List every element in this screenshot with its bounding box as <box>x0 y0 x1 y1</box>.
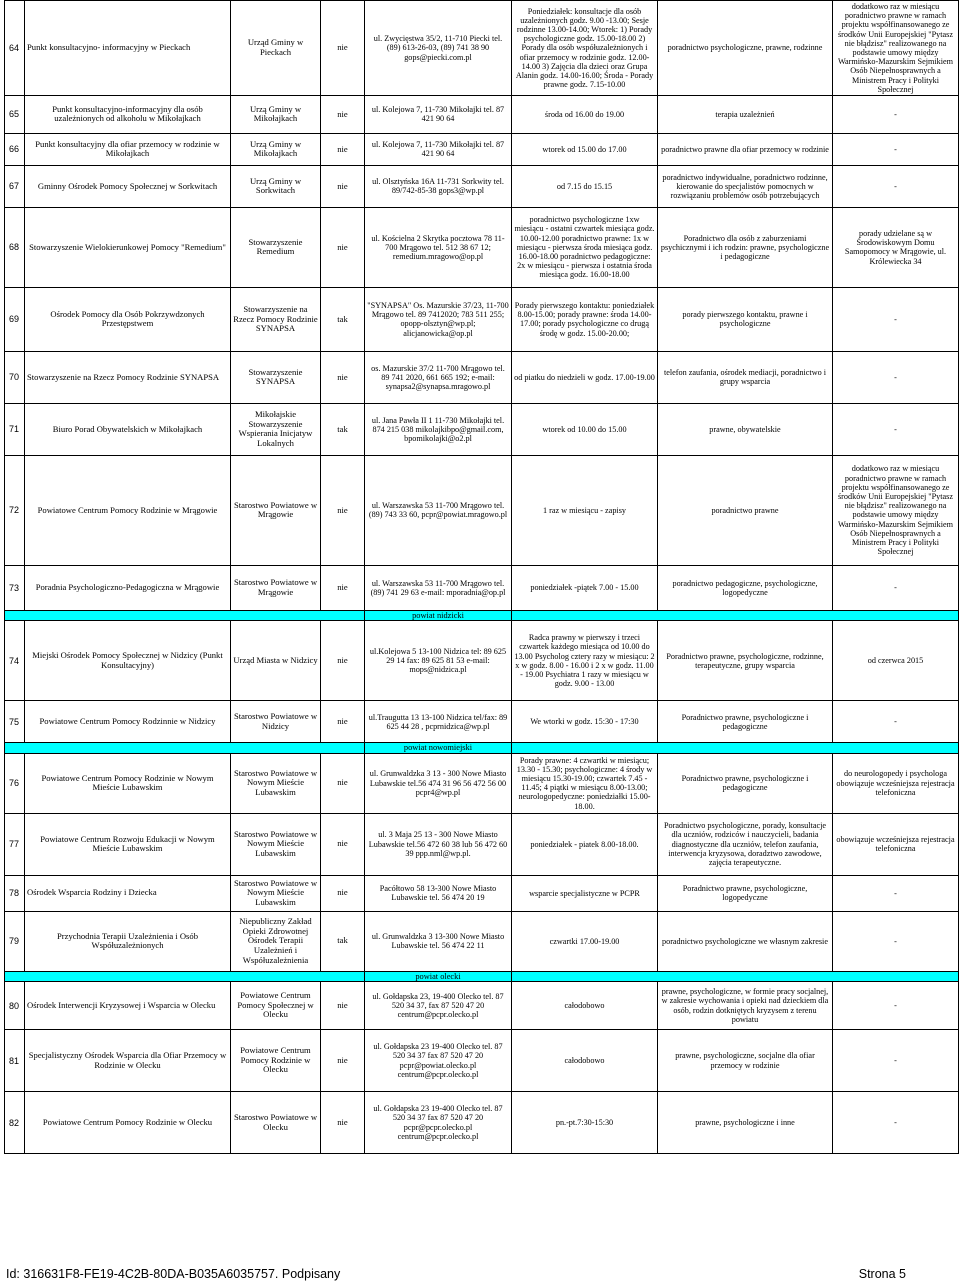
address-contact: ul. Jana Pawła II 1 11-730 Mikołajki tel. 874 215 038 mikolajkibpo@gmail.com, bpomikolajki@o2.pl <box>365 403 512 455</box>
help-type: Poradnictwo dla osób z zaburzeniami psychicznymi i ich rodzin: prawne, psychologiczne i pedagogiczne <box>658 207 833 287</box>
opening-hours: całodobowo <box>512 982 658 1030</box>
opening-hours: wsparcie specjalistyczne w PCPR <box>512 875 658 911</box>
opening-hours: poniedziałek - piatek 8.00-18.00. <box>512 813 658 875</box>
table-row <box>5 207 959 287</box>
ngo-flag: nie <box>321 621 365 701</box>
table-row <box>5 911 959 971</box>
governing-body: Urzą Gminy w Mikołajkach <box>231 95 321 133</box>
help-type: porady pierwszego kontaktu, prawne i psychologiczne <box>658 287 833 351</box>
unit-name: Punkt konsultacyjno-informacyjny dla osób uzależnionych od alkoholu w Mikołajkach <box>25 95 231 133</box>
governing-body: Starostwo Powiatowe w Olecku <box>231 1092 321 1154</box>
governing-body: Urząd Miasta w Nidzicy <box>231 621 321 701</box>
governing-body: Stowarzyszenie na Rzecz Pomocy Rodzinie SYNAPSA <box>231 287 321 351</box>
ngo-flag: nie <box>321 1030 365 1092</box>
opening-hours: Porady pierwszego kontaktu: poniedziałek 8.00-15.00; porady prawne: środa 14.00-17.00; porady psychologiczne co drugą środę w godz. 15.00-20.00; <box>512 287 658 351</box>
ngo-flag: tak <box>321 403 365 455</box>
governing-body: Urzą Gminy w Sorkwitach <box>231 165 321 207</box>
opening-hours: Poniedziałek: konsultacje dla osób uzależnionych godz. 9.00 -13.00; Sesje rodzinne 13.00-14.00; Wtorek: 1) Porady psychologiczne godz. 15.00-18.00 2) Porady dla osób współuzależnionych i ofiar przemocy w rodzinie godz. 12.00-14.00 3) Zajęcia dla dzieci oraz Grupa Alanin godz. 14.00-16.00; Środa - Porady prawne godz. 7.15-10.00 <box>512 1 658 96</box>
address-contact: ul. Warszawska 53 11-700 Mrągowo tel. (89) 743 33 60, pcpr@powiat.mragowo.pl <box>365 455 512 565</box>
notes: od czerwca 2015 <box>833 621 959 701</box>
address-contact: ul.Traugutta 13 13-100 Nidzica tel/fax: 89 625 44 28 , pcprnidzica@wp.pl <box>365 701 512 743</box>
row-number: 70 <box>5 351 25 403</box>
ngo-flag: nie <box>321 95 365 133</box>
row-number: 65 <box>5 95 25 133</box>
address-contact: ul. Kolejowa 7, 11-730 Mikołajki tel. 87 421 90 64 <box>365 133 512 165</box>
governing-body: Stowarzyszenie SYNAPSA <box>231 351 321 403</box>
region-label: powiat nidzicki <box>365 610 512 620</box>
opening-hours: poniedziałek -piątek 7.00 - 15.00 <box>512 565 658 610</box>
row-number: 77 <box>5 813 25 875</box>
row-number: 67 <box>5 165 25 207</box>
notes: porady udzielane są w Środowiskowym Domu Samopomocy w Mrągowie, ul. Królewiecka 34 <box>833 207 959 287</box>
row-number: 79 <box>5 911 25 971</box>
table-row <box>5 701 959 743</box>
page-footer <box>6 1267 906 1281</box>
opening-hours: Porady prawne: 4 czwartki w miesiącu; 13.30 - 15.30; psychologiczne: 4 środy w miesiącu 15.30-19.00; czwartek 7.45 - 11.45; 4 piątki w miesiącu 8.00-13.00; neurologopedyczne: poniedziałki 15.00-18.00. <box>512 753 658 813</box>
governing-body: Starostwo Powiatowe w Nowym Mieście Lubawskim <box>231 875 321 911</box>
help-type: Poradnictwo prawne, psychologiczne, logopedyczne <box>658 875 833 911</box>
ngo-flag: nie <box>321 813 365 875</box>
help-type: poradnictwo indywidualne, poradnictwo rodzinne, kierowanie do specjalistów pomocnych w rozwiązaniu problemów osób potrzebujących <box>658 165 833 207</box>
address-contact: ul. Gołdapska 23 19-400 Olecko tel. 87 520 34 37 fax 87 520 47 20 pcpr@pcpr.olecko.pl centrum@pcpr.olecko.pl <box>365 1092 512 1154</box>
ngo-flag: nie <box>321 875 365 911</box>
notes: - <box>833 1092 959 1154</box>
unit-name: Powiatowe Centrum Pomocy Rodzinie w Mrągowie <box>25 455 231 565</box>
row-number: 66 <box>5 133 25 165</box>
notes: - <box>833 95 959 133</box>
help-type: terapia uzależnień <box>658 95 833 133</box>
help-type: prawne, psychologiczne i inne <box>658 1092 833 1154</box>
notes: - <box>833 875 959 911</box>
opening-hours: poradnictwo psychologiczne 1xw miesiącu - ostatni czwartek miesiąca godz. 10.00-12.00 poradnictwo prawne: 1x w miesiącu - pierwsza środa miesiąca godz. 16.00-18.00 poradnictwo pedagogiczne: 2x w miesiącu - pierwsza i ostatnia środa miesiąca godz. 16.00-18.00 <box>512 207 658 287</box>
address-contact: "SYNAPSA" Os. Mazurskie 37/23, 11-700 Mrągowo tel. 89 7412020; 783 511 255; opopp-olsztyn@wp.pl; alicjanowicka@op.pl <box>365 287 512 351</box>
unit-name: Miejski Ośrodek Pomocy Społecznej w Nidzicy (Punkt Konsultacyjny) <box>25 621 231 701</box>
ngo-flag: nie <box>321 565 365 610</box>
notes: obowiązuje wcześniejsza rejestracja telefoniczna <box>833 813 959 875</box>
services-table <box>4 0 959 1154</box>
help-type: telefon zaufania, ośrodek mediacji, poradnictwo i grupy wsparcia <box>658 351 833 403</box>
region-header <box>5 610 959 620</box>
table-row <box>5 351 959 403</box>
opening-hours: czwartki 17.00-19.00 <box>512 911 658 971</box>
opening-hours: 1 raz w miesiącu - zapisy <box>512 455 658 565</box>
ngo-flag: nie <box>321 133 365 165</box>
opening-hours: środa od 16.00 do 19.00 <box>512 95 658 133</box>
opening-hours: całodobowo <box>512 1030 658 1092</box>
row-number: 69 <box>5 287 25 351</box>
table-row <box>5 1092 959 1154</box>
table-row <box>5 455 959 565</box>
address-contact: ul. Kolejowa 7, 11-730 Mikołajki tel. 87 421 90 64 <box>365 95 512 133</box>
address-contact: ul. Gołdapska 23, 19-400 Olecko tel. 87 520 34 37, fax 87 520 47 20 centrum@pcpr.olecko.pl <box>365 982 512 1030</box>
unit-name: Punkt konsultacyjny dla ofiar przemocy w rodzinie w Mikołajkach <box>25 133 231 165</box>
governing-body: Starostwo Powiatowe w Mrągowie <box>231 455 321 565</box>
ngo-flag: nie <box>321 753 365 813</box>
region-label: powiat nowomiejski <box>365 743 512 753</box>
address-contact: ul. Grunwaldzka 3 13 - 300 Nowe Miasto Lubawskie tel.56 474 31 96 56 472 56 00 pcpr4@wp.pl <box>365 753 512 813</box>
notes: do neurologopedy i psychologa obowiązuje wcześniejsza rejestracja telefoniczna <box>833 753 959 813</box>
notes: - <box>833 1030 959 1092</box>
unit-name: Ośrodek Interwencji Kryzysowej i Wsparcia w Olecku <box>25 982 231 1030</box>
unit-name: Gminny Ośrodek Pomocy Społecznej w Sorkwitach <box>25 165 231 207</box>
document-page <box>4 0 958 1154</box>
governing-body: Urzą Gminy w Mikołajkach <box>231 133 321 165</box>
help-type: poradnictwo prawne <box>658 455 833 565</box>
notes: - <box>833 287 959 351</box>
opening-hours: wtorek od 15.00 do 17.00 <box>512 133 658 165</box>
notes: - <box>833 565 959 610</box>
address-contact: Pacółtowo 58 13-300 Nowe Miasto Lubawskie tel. 56 474 20 19 <box>365 875 512 911</box>
address-contact: ul. 3 Maja 25 13 - 300 Nowe Miasto Lubawskie tel.56 472 60 38 lub 56 472 60 39 ppp.nml@wp.pl. <box>365 813 512 875</box>
address-contact: ul. Kościelna 2 Skrytka pocztowa 78 11-700 Mrągowo tel. 512 38 67 12; remedium.mragowo@op.pl <box>365 207 512 287</box>
notes: - <box>833 982 959 1030</box>
table-row <box>5 1 959 96</box>
notes: - <box>833 133 959 165</box>
row-number: 78 <box>5 875 25 911</box>
ngo-flag: tak <box>321 911 365 971</box>
address-contact: ul. Gołdapska 23 19-400 Olecko tel. 87 520 34 37 fax 87 520 47 20 pcpr@powiat.olecko.pl centrum@pcpr.olecko.pl <box>365 1030 512 1092</box>
region-header <box>5 971 959 981</box>
page-number: Strona 5 <box>858 1267 906 1281</box>
ngo-flag: nie <box>321 165 365 207</box>
governing-body: Starostwo Powiatowe w Mrągowie <box>231 565 321 610</box>
table-row <box>5 95 959 133</box>
notes: dodatkowo raz w miesiącu poradnictwo prawne w ramach projektu współfinansowanego ze środków Unii Europejskiej "Pytasz nie błądzisz" realizowanego na podstawie umowy między Warmińsko-Mazurskim Sejmikiem Osób Niepełnosprawnych a Ministrem Pracy i Polityki Społecznej <box>833 455 959 565</box>
table-row <box>5 875 959 911</box>
unit-name: Ośrodek Pomocy dla Osób Pokrzywdzonych Przestępstwem <box>25 287 231 351</box>
table-row <box>5 753 959 813</box>
ngo-flag: nie <box>321 701 365 743</box>
address-contact: ul. Olsztyńska 16A 11-731 Sorkwity tel. 89/742-85-38 gops3@wp.pl <box>365 165 512 207</box>
help-type: poradnictwo psychologiczne we własnym zakresie <box>658 911 833 971</box>
table-row <box>5 982 959 1030</box>
notes: - <box>833 351 959 403</box>
row-number: 82 <box>5 1092 25 1154</box>
governing-body: Mikołajskie Stowarzyszenie Wspierania Inicjatyw Lokalnych <box>231 403 321 455</box>
unit-name: Powiatowe Centrum Rozwoju Edukacji w Nowym Mieście Lubawskim <box>25 813 231 875</box>
table-row <box>5 133 959 165</box>
opening-hours: pn.-pt.7:30-15:30 <box>512 1092 658 1154</box>
table-row <box>5 813 959 875</box>
opening-hours: od 7.15 do 15.15 <box>512 165 658 207</box>
row-number: 68 <box>5 207 25 287</box>
address-contact: ul. Grunwaldzka 3 13-300 Nowe Miasto Lubawskie tel. 56 474 22 11 <box>365 911 512 971</box>
ngo-flag: nie <box>321 351 365 403</box>
notes: dodatkowo raz w miesiącu poradnictwo prawne w ramach projektu współfinansowanego ze środków Unii Europejskiej "Pytasz nie błądzisz" realizowanego na podstawie umowy między Warmińsko-Mazurskim Sejmikiem Osób Niepełnosprawnych a Ministrem Pracy i Polityki Społecznej <box>833 1 959 96</box>
opening-hours: od piatku do niedzieli w godz. 17.00-19.00 <box>512 351 658 403</box>
row-number: 81 <box>5 1030 25 1092</box>
governing-body: Stowarzyszenie Remedium <box>231 207 321 287</box>
unit-name: Powiatowe Centrum Pomocy Rodzinie w Nowym Mieście Lubawskim <box>25 753 231 813</box>
ngo-flag: nie <box>321 982 365 1030</box>
ngo-flag: nie <box>321 1 365 96</box>
unit-name: Stowarzyszenie Wielokierunkowej Pomocy "Remedium" <box>25 207 231 287</box>
address-contact: ul. Zwycięstwa 35/2, 11-710 Piecki tel. (89) 613-26-03, (89) 741 38 90 gops@piecki.com.pl <box>365 1 512 96</box>
row-number: 75 <box>5 701 25 743</box>
table-row <box>5 1030 959 1092</box>
row-number: 72 <box>5 455 25 565</box>
region-header <box>5 743 959 753</box>
region-label: powiat olecki <box>365 971 512 981</box>
row-number: 73 <box>5 565 25 610</box>
governing-body: Starostwo Powiatowe w Nowym Mieście Lubawskim <box>231 753 321 813</box>
help-type: Poradnictwo psychologiczne, porady, konsultacje dla uczniów, rodziców i nauczycieli, badania diagnostyczne dla uczniów, telefon zaufania, interwencja kryzysowa, doradztwo zawodowe, zajęcia terapeutyczne. <box>658 813 833 875</box>
governing-body: Starostwo Powiatowe w Nidzicy <box>231 701 321 743</box>
help-type: prawne, psychologiczne, w formie pracy socjalnej, w zakresie wychowania i opieki nad dzieckiem dla osób, rodzin dotkniętych kryzysem z terenu powiatu <box>658 982 833 1030</box>
unit-name: Stowarzyszenie na Rzecz Pomocy Rodzinie SYNAPSA <box>25 351 231 403</box>
unit-name: Specjalistyczny Ośrodek Wsparcia dla Ofiar Przemocy w Rodzinie w Olecku <box>25 1030 231 1092</box>
opening-hours: We wtorki w godz. 15:30 - 17:30 <box>512 701 658 743</box>
document-id: Id: 316631F8-FE19-4C2B-80DA-B035A6035757. Podpisany <box>6 1267 341 1281</box>
opening-hours: Radca prawny w pierwszy i trzeci czwartek każdego miesiąca od 10.00 do 13.00 Psycholog cztery razy w miesiącu: 2 x w godz. 8.00 - 16.00 i 2 x w godz. 11.00 - 19.00 Psychiatra 1 razy w miesiącu w godz. 9.00 - 13.00 <box>512 621 658 701</box>
table-row <box>5 621 959 701</box>
governing-body: Powiatowe Centrum Pomocy Rodzinie w Olecku <box>231 1030 321 1092</box>
notes: - <box>833 911 959 971</box>
row-number: 76 <box>5 753 25 813</box>
ngo-flag: tak <box>321 287 365 351</box>
row-number: 64 <box>5 1 25 96</box>
unit-name: Przychodnia Terapii Uzależnienia i Osób Współuzależnionych <box>25 911 231 971</box>
ngo-flag: nie <box>321 207 365 287</box>
unit-name: Powiatowe Centrum Pomocy Rodzinie w Olecku <box>25 1092 231 1154</box>
help-type: poradnictwo pedagogiczne, psychologiczne, logopedyczne <box>658 565 833 610</box>
table-row <box>5 403 959 455</box>
row-number: 80 <box>5 982 25 1030</box>
unit-name: Powiatowe Centrum Pomocy Rodzinnie w Nidzicy <box>25 701 231 743</box>
help-type: Poradnictwo prawne, psychologiczne, rodzinne, terapeutyczne, grupy wsparcia <box>658 621 833 701</box>
governing-body: Starostwo Powiatowe w Nowym Mieście Lubawskim <box>231 813 321 875</box>
row-number: 74 <box>5 621 25 701</box>
table-row <box>5 165 959 207</box>
address-contact: ul. Warszawska 53 11-700 Mrągowo tel. (89) 741 29 63 e-mail: mporadnia@op.pl <box>365 565 512 610</box>
notes: - <box>833 165 959 207</box>
help-type: Poradnictwo prawne, psychologiczne i pedagogiczne <box>658 701 833 743</box>
governing-body: Urząd Gminy w Pieckach <box>231 1 321 96</box>
ngo-flag: nie <box>321 455 365 565</box>
help-type: poradnictwo prawne dla ofiar przemocy w rodzinie <box>658 133 833 165</box>
help-type: prawne, psychologiczne, socjalne dla ofiar przemocy w rodzinie <box>658 1030 833 1092</box>
table-row <box>5 287 959 351</box>
help-type: prawne, obywatelskie <box>658 403 833 455</box>
notes: - <box>833 701 959 743</box>
row-number: 71 <box>5 403 25 455</box>
unit-name: Biuro Porad Obywatelskich w Mikołajkach <box>25 403 231 455</box>
governing-body: Niepubliczny Zakład Opieki Zdrowotnej Ośrodek Terapii Uzależnień i Współuzależnienia <box>231 911 321 971</box>
notes: - <box>833 403 959 455</box>
unit-name: Punkt konsultacyjno- informacyjny w Pieckach <box>25 1 231 96</box>
unit-name: Poradnia Psychologiczno-Pedagogiczna w Mrągowie <box>25 565 231 610</box>
unit-name: Ośrodek Wsparcia Rodziny i Dziecka <box>25 875 231 911</box>
ngo-flag: nie <box>321 1092 365 1154</box>
address-contact: ul.Kolejowa 5 13-100 Nidzica tel: 89 625 29 14 fax: 89 625 81 53 e-mail: mops@nidzica.pl <box>365 621 512 701</box>
address-contact: os. Mazurskie 37/2 11-700 Mrągowo tel. 89 741 2020, 661 665 192; e-mail: synapsa2@synapsa.mragowo.pl <box>365 351 512 403</box>
table-row <box>5 565 959 610</box>
governing-body: Powiatowe Centrum Pomocy Społecznej w Olecku <box>231 982 321 1030</box>
help-type: Poradnictwo prawne, psychologiczne i pedagogiczne <box>658 753 833 813</box>
help-type: poradnictwo psychologiczne, prawne, rodzinne <box>658 1 833 96</box>
opening-hours: wtorek od 10.00 do 15.00 <box>512 403 658 455</box>
